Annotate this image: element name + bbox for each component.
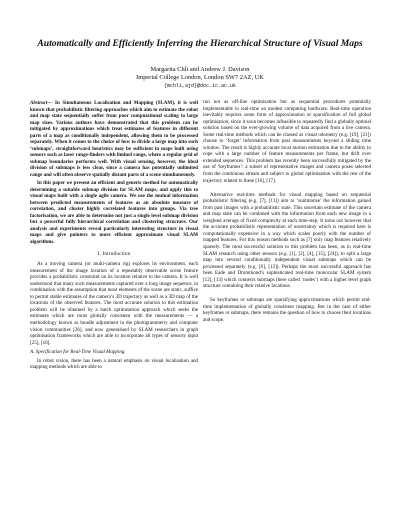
author-block: [30, 66, 370, 90]
left-column: [30, 100, 198, 372]
intro-paragraph-2: In robot vision, there has been a natural emphasis on visual localisation and mapping methods which are able to: [30, 357, 198, 371]
right-column: [203, 99, 371, 325]
subsection-heading-a: A. Specification for Real-Time Visual Mapping.: [30, 349, 126, 356]
abstract-lead: Abstract: [30, 100, 48, 106]
intro-paragraph-1: As a moving camera (or multi-camera rig) explores its environment, each measurement of the image location of a repeatably observable scene feature provides a probabilistic constraint on its location relative to the camera. It is well understood that many such measurements captured over a long image sequence, in combination with the assumption that most elements of the scene are static, suffice to permit stable estimates of the camera’s 3D trajectory as well as a 3D map of the locations of the observed features. The most accurate solution to this estimation problem will be obtained by a batch optimisation approach which seeks the estimates which are most globally consistent with the measurements — a methodology known as bundle adjustment in the photogrammetry and computer vision communities [26], and now generalised by SLAM researchers in graph optimisation frameworks which are able to incorporate all types of sensory input [25], [10].: [30, 261, 198, 346]
author-names: Margarita Chli and Andrew J. Davison: [150, 66, 250, 73]
abstract-paragraph-1: [30, 100, 198, 179]
author-email: {mchli,ajd}@doc.ic.ac.uk: [163, 83, 236, 89]
author-affiliation: Imperial College London, London SW7 2AZ, UK: [136, 74, 264, 81]
abstract-text-1: In Simultaneous Localisation and Mapping (SLAM), it is well known that probabilistic filtering approaches which aim to estimate the robot and map state sequentially suffer from poor computational scaling to large map sizes. Various authors have demonstrated that this problem can be mitigated by approximations which treat estimates of features in different parts of a map as conditionally independent, allowing them to be processed separately. When it comes to the choice of how to divide a large map into such ‘submaps’, straightforward heuristics may be sufficient in maps built using sensors such as laser range-finders with limited range, where a regular grid of submap boundaries performs well. With visual sensing, however, the ideal division of submaps is less clear, since a camera has potentially unlimited range and will often observe spatially distant parts of a scene simultaneously.: [30, 100, 198, 179]
right-paragraph-2: Alternative real-time methods for visual mapping based on sequential probabilistic filtering (e.g. [7], [11]) aim to ‘summarise’ the information gained from past images with a probabilistic state. This uncertain estimate of the camera and map state can be combined with the information from each new image in a weighted average of fixed complexity at each time-step. It turns out however that the accurate probabilistic representation of uncertainty which is required here is computationally expensive in a way which scales poorly with the number of mapped features. For this reason methods such as [7] only map features relatively sparsely. The most successful solution to this problem has been, as in real-time SLAM research using other sensors (e.g. [1], [2], [4], [15], [24]), to split a large map into several conditionally independent visual submaps which can be processed separately (e.g. [6], [12]). Perhaps the most successful approach has been Eade and Drummond’s sophisticated real-time monocular SLAM system [12], [13] which connects submaps (here called ‘nodes’) with a higher level graph structure containing their relative locations.: [203, 191, 371, 290]
abstract-dash: —: [47, 100, 56, 106]
right-paragraph-1: run not as off-line optimisation but as sequential procedures potentially implementable in real-time on modest computing hardware. Real-time operation inevitably requires some form of approximation or sparsification of full global optimisation, since it soon becomes infeasible to repeatedly find a globally optimal solution based on the ever-growing volume of data acquired from a live camera. Some real-time methods which can be classed as visual odometry (e.g. [19], [21]) choose to ‘forget’ information from past measurements beyond a sliding time window. The result is highly accurate local motion estimation due to the ability to cope with a large number of feature measurements per frame, but drift over extended sequences. This problem has recently been successfully mitigated by the use of ‘keyframes’: a subset of representative images and camera poses selected from the continuous stream and subject to global optimisation with the rest of the trajectory related to these [16], [17].: [203, 99, 371, 184]
paper-title: Automatically and Efficiently Inferring the Hierarchical Structure of Visual Maps: [37, 38, 363, 49]
right-paragraph-3: So keyframes or submaps are sparsifying approximations which permit real-time implementation of globally consistent mapping. But in the case of either keyframes or submaps, there remains the question of how to choose their locations and scope.: [203, 297, 371, 323]
abstract-paragraph-2: In this paper we present an efficient and generic method for automatically determining a suitable submap division for SLAM maps, and apply this to visual maps built with a single agile camera. We use the mutual information between predicted measurements of features as an absolute measure of correlation, and cluster highly correlated features into groups. Via tree factorisation, we are able to determine not just a single level submap division but a powerful fully hierarchical correlation and clustering structure. Our analysis and experiments reveal particularly interesting structure in visual maps and give pointers to more efficient approximate visual SLAM algorithms.: [30, 180, 198, 245]
section-heading-introduction: I. Introduction: [97, 250, 131, 257]
